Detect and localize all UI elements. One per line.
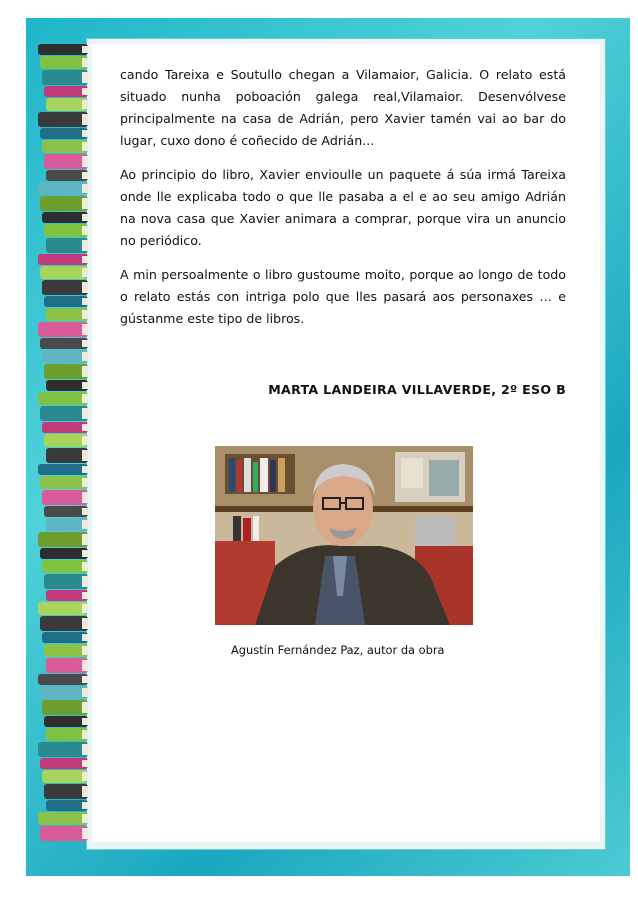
book-pages xyxy=(82,282,88,293)
book-spine xyxy=(46,728,88,741)
book-spine xyxy=(44,224,88,237)
book-spine xyxy=(40,758,88,769)
book-pages xyxy=(82,702,88,713)
book-pages xyxy=(82,520,88,529)
book-spine xyxy=(40,476,88,489)
book-spine xyxy=(44,574,88,589)
author-signature: MARTA LANDEIRA VILLAVERDE, 2º ESO B xyxy=(268,382,566,397)
book-spine xyxy=(38,112,88,127)
article-body xyxy=(120,64,566,342)
book-spine xyxy=(46,238,88,253)
book-spine xyxy=(46,170,88,181)
book-pages xyxy=(82,760,88,767)
book-pages xyxy=(82,58,88,67)
book-spine xyxy=(38,254,88,265)
book-spine xyxy=(42,70,88,85)
book-spine xyxy=(46,448,88,463)
book-pages xyxy=(82,814,88,823)
book-pages xyxy=(82,730,88,739)
book-spine xyxy=(42,212,88,223)
book-spine xyxy=(38,602,88,615)
book-pages xyxy=(82,214,88,221)
book-pages xyxy=(82,646,88,655)
book-pages xyxy=(82,114,88,125)
book-pages xyxy=(82,198,88,209)
book-spine xyxy=(44,296,88,307)
book-pages xyxy=(82,450,88,461)
book-pages xyxy=(82,408,88,419)
paragraph-1: cando Tareixa e Soutullo chegan a Vilamaior, Galicia. O relato está situado nunha poboación galega real,Vilamaior. Desenvólvese principalmente na casa de Adrián, pero Xavier tamén vai ao bar do lugar, cuxo dono é coñecido de Adrián... xyxy=(120,67,566,148)
book-pages xyxy=(82,324,88,335)
book-spine xyxy=(40,406,88,421)
book-pages xyxy=(82,576,88,587)
book-spine xyxy=(40,196,88,211)
book-pages xyxy=(82,492,88,503)
book-spine xyxy=(40,826,88,841)
author-photo xyxy=(215,446,473,625)
book-pages xyxy=(82,256,88,263)
book-pages xyxy=(82,786,88,797)
book-spine xyxy=(46,380,88,391)
book-pages xyxy=(82,634,88,641)
book-spine xyxy=(42,770,88,783)
book-pages xyxy=(82,156,88,167)
book-spine xyxy=(42,422,88,433)
book-spine xyxy=(40,686,88,699)
book-spine xyxy=(44,716,88,727)
book-pages xyxy=(82,534,88,545)
book-pages xyxy=(82,592,88,599)
book-pages xyxy=(82,298,88,305)
book-pages xyxy=(82,424,88,431)
book-pages xyxy=(82,466,88,473)
book-spine xyxy=(40,56,88,69)
book-spine xyxy=(40,338,88,349)
book-pages xyxy=(82,828,88,839)
book-spine xyxy=(40,616,88,631)
book-spine xyxy=(42,140,88,153)
book-spine xyxy=(46,518,88,531)
book-spine xyxy=(42,280,88,295)
book-spine xyxy=(46,308,88,321)
book-pages xyxy=(82,478,88,487)
book-spine xyxy=(40,548,88,559)
book-spine xyxy=(38,464,88,475)
book-pages xyxy=(82,604,88,613)
book-spine xyxy=(46,590,88,601)
book-spine xyxy=(46,98,88,111)
book-pages xyxy=(82,394,88,403)
book-pages xyxy=(82,88,88,95)
book-spine xyxy=(44,784,88,799)
book-stack-decoration xyxy=(38,40,102,844)
book-spine xyxy=(42,632,88,643)
book-pages xyxy=(82,100,88,109)
book-spine xyxy=(42,560,88,573)
book-spine xyxy=(38,182,88,195)
book-spine xyxy=(42,700,88,715)
book-spine xyxy=(44,434,88,447)
book-spine xyxy=(46,800,88,811)
book-pages xyxy=(82,562,88,571)
photo-caption: Agustín Fernández Paz, autor da obra xyxy=(231,643,445,657)
book-spine xyxy=(38,812,88,825)
book-pages xyxy=(82,676,88,683)
book-pages xyxy=(82,508,88,515)
book-spine xyxy=(38,322,88,337)
book-pages xyxy=(82,366,88,377)
book-pages xyxy=(82,240,88,251)
book-pages xyxy=(82,310,88,319)
book-pages xyxy=(82,226,88,235)
book-pages xyxy=(82,142,88,151)
book-spine xyxy=(40,128,88,139)
book-pages xyxy=(82,772,88,781)
book-spine xyxy=(38,44,88,55)
book-pages xyxy=(82,550,88,557)
book-pages xyxy=(82,72,88,83)
book-pages xyxy=(82,688,88,697)
book-pages xyxy=(82,618,88,629)
book-spine xyxy=(44,154,88,169)
book-pages xyxy=(82,340,88,347)
book-pages xyxy=(82,130,88,137)
book-spine xyxy=(38,674,88,685)
book-pages xyxy=(82,46,88,53)
book-spine xyxy=(40,266,88,279)
book-pages xyxy=(82,268,88,277)
book-spine xyxy=(44,506,88,517)
book-pages xyxy=(82,802,88,809)
book-pages xyxy=(82,436,88,445)
book-spine xyxy=(42,350,88,363)
book-spine xyxy=(46,658,88,673)
book-pages xyxy=(82,352,88,361)
book-spine xyxy=(42,490,88,505)
book-pages xyxy=(82,172,88,179)
paragraph-3: A min persoalmente o libro gustoume moito, porque ao longo de todo o relato estás con intriga polo que lles pasará aos personaxes … e gústanme este tipo de libros. xyxy=(120,267,566,326)
book-spine xyxy=(44,364,88,379)
book-spine xyxy=(38,532,88,547)
book-spine xyxy=(38,392,88,405)
book-spine xyxy=(44,644,88,657)
book-pages xyxy=(82,184,88,193)
book-pages xyxy=(82,744,88,755)
book-spine xyxy=(38,742,88,757)
paragraph-2: Ao principio do libro, Xavier envioulle un paquete á súa irmá Tareixa onde lle explicaba todo o que lle pasaba a el e ao seu amigo Adrián na nova casa que Xavier animara a comprar, porque vira un anuncio no periódico. xyxy=(120,167,566,248)
book-pages xyxy=(82,382,88,389)
book-spine xyxy=(44,86,88,97)
book-pages xyxy=(82,718,88,725)
book-pages xyxy=(82,660,88,671)
